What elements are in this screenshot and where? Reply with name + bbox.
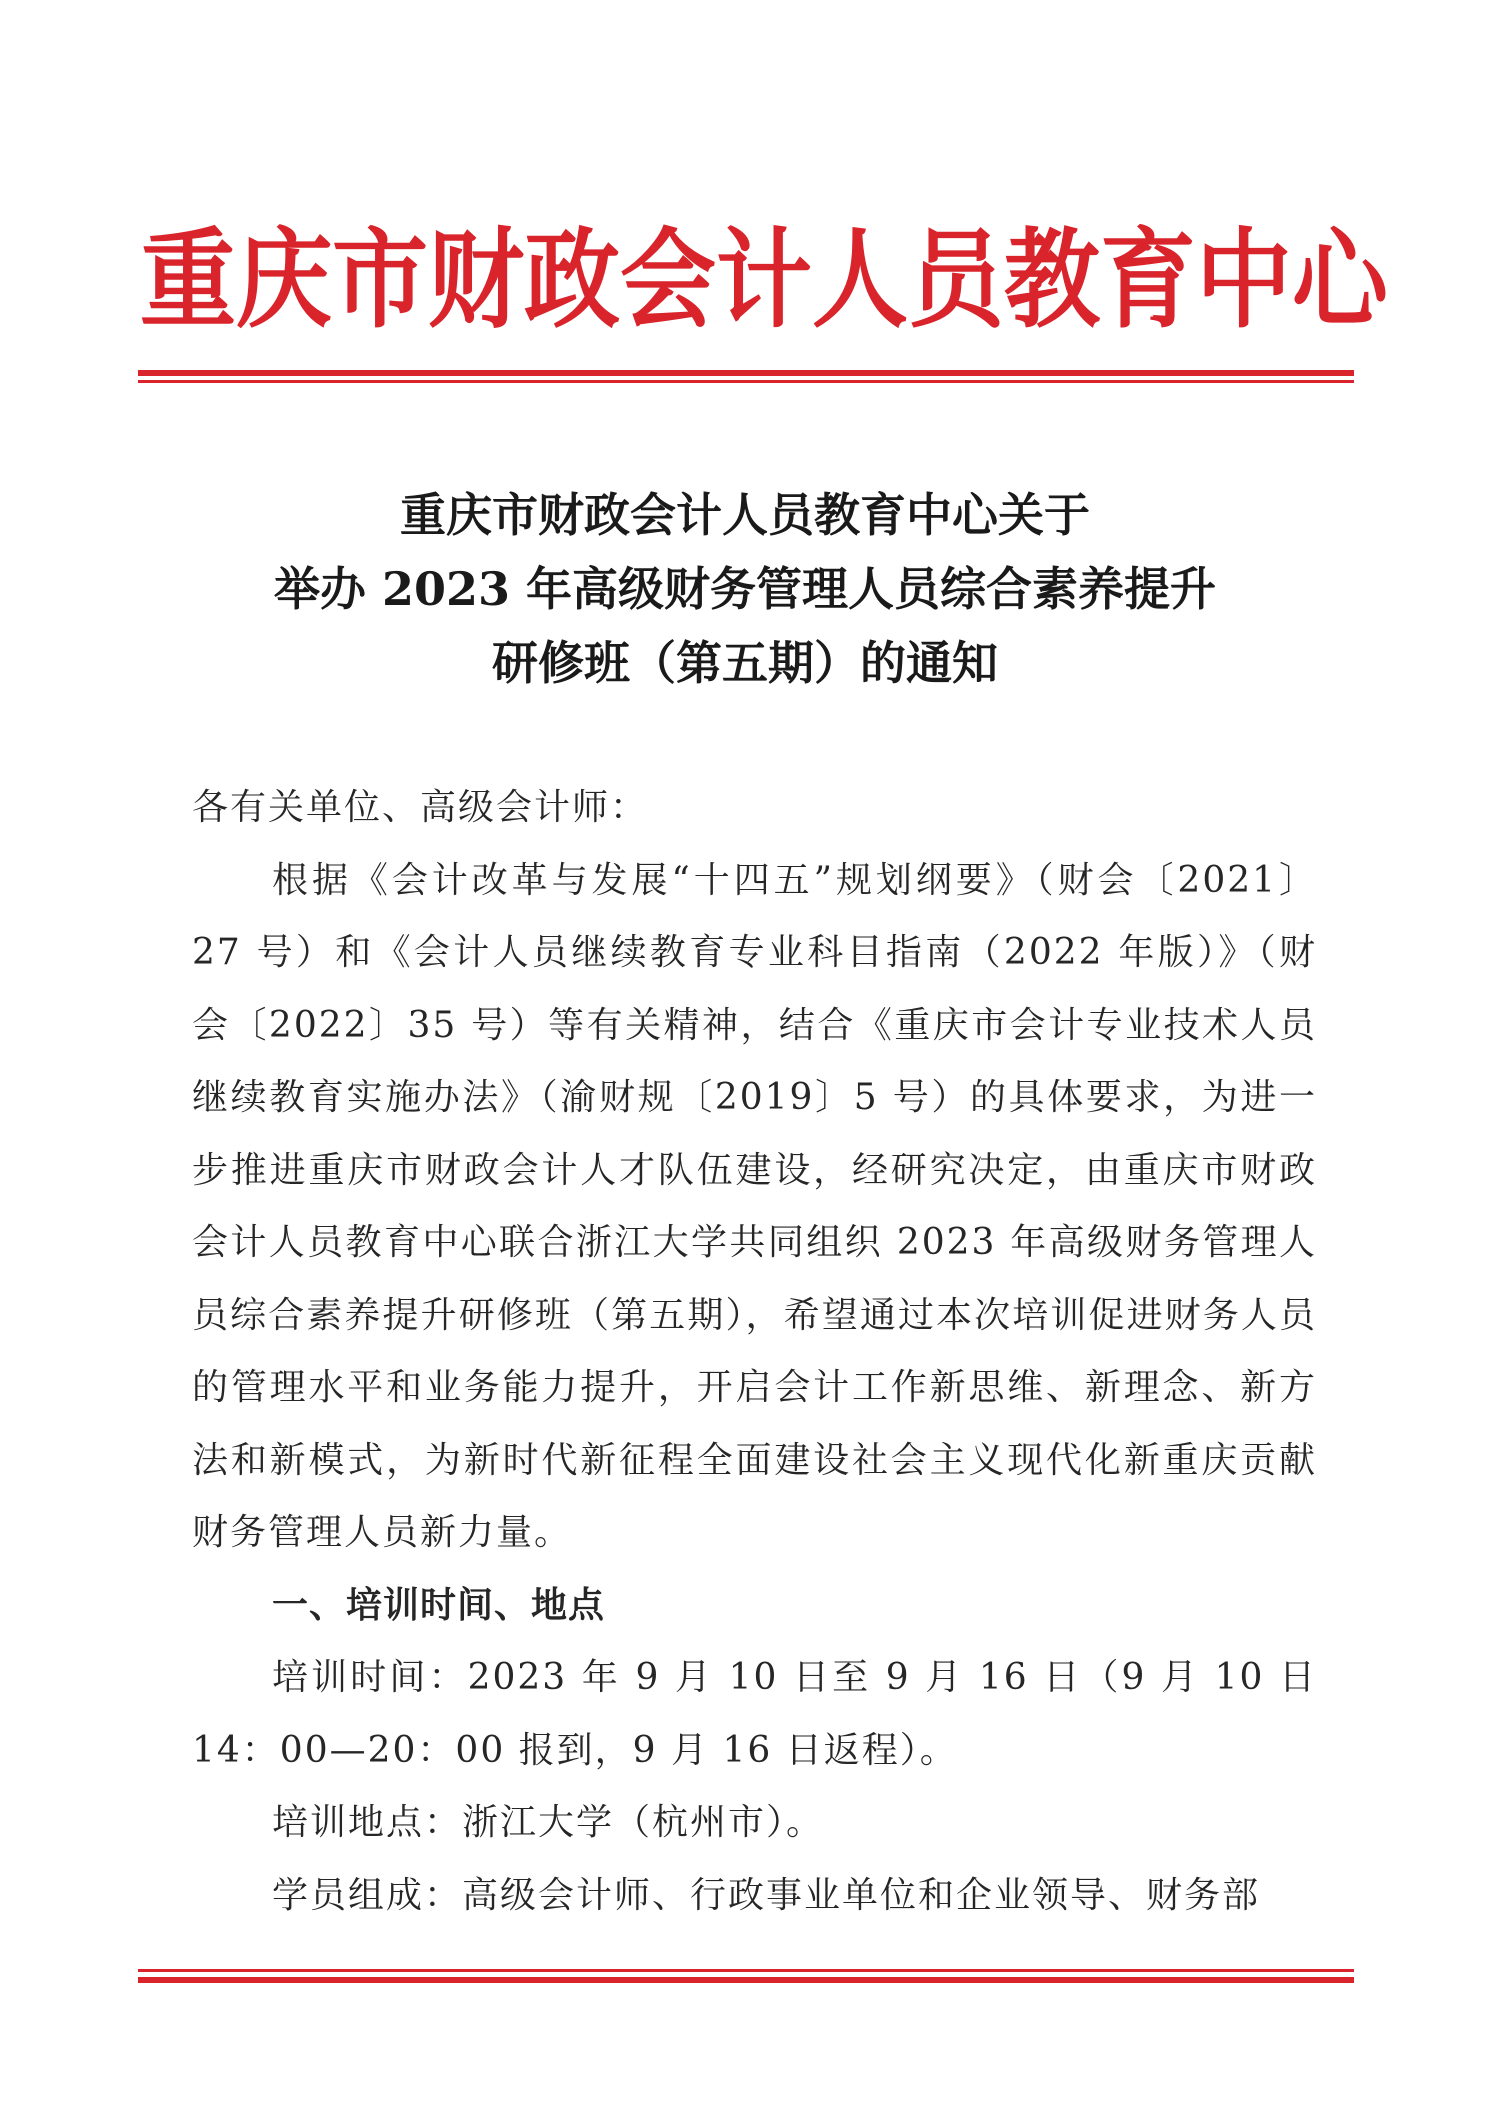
- letterhead-rule-thin: [138, 380, 1354, 383]
- training-location: 培训地点：浙江大学（杭州市）。: [272, 1802, 825, 1843]
- title-line-3: 研修班（第五期）的通知: [492, 636, 998, 690]
- paragraph-intro: 根据《会计改革与发展“十四五”规划纲要》（财会〔2021〕27 号）和《会计人员继续教育专业科目指南（2022 年版）》（财会〔2022〕35 号）等有关精神，结合《重庆市会计专业技术人员继续教育实施办法》（渝财规〔2019〕5 号）的具体要求，为进一步推进重庆市财政会计人才队伍建设，经研究决定，由重庆市财政会计人员教育中心联合浙江大学共同组织 2023 年高级财务管理人员综合素养提升研修班（第五期），希望通过本次培训促进财务人员的管理水平和业务能力提升，开启会计工作新思维、新理念、新方法和新模式，为新时代新征程全面建设社会主义现代化新重庆贡献财务管理人员新力量。: [192, 859, 1317, 1553]
- training-time: 培训时间：2023 年 9 月 10 日至 9 月 16 日（9 月 10 日 14：00—20：00 报到，9 月 16 日返程）。: [192, 1657, 1317, 1771]
- salutation: 各有关单位、高级会计师：: [192, 787, 649, 828]
- section-heading-time-location: 一、培训时间、地点: [272, 1584, 606, 1626]
- letterhead-org-name: 重庆市财政会计人员教育中心: [140, 217, 1388, 343]
- title-line-1: 重庆市财政会计人员教育中心关于: [400, 488, 1090, 542]
- participants: 学员组成：高级会计师、行政事业单位和企业领导、财务部: [272, 1874, 1261, 1916]
- title-line-2: 举办 2023 年高级财务管理人员综合素养提升: [273, 562, 1217, 616]
- document-title: [150, 478, 1340, 700]
- footer-rule-thick: [138, 1977, 1354, 1983]
- footer-rule-thin: [138, 1969, 1354, 1972]
- document-body: [192, 772, 1317, 1932]
- letterhead-rule-thick: [138, 370, 1354, 376]
